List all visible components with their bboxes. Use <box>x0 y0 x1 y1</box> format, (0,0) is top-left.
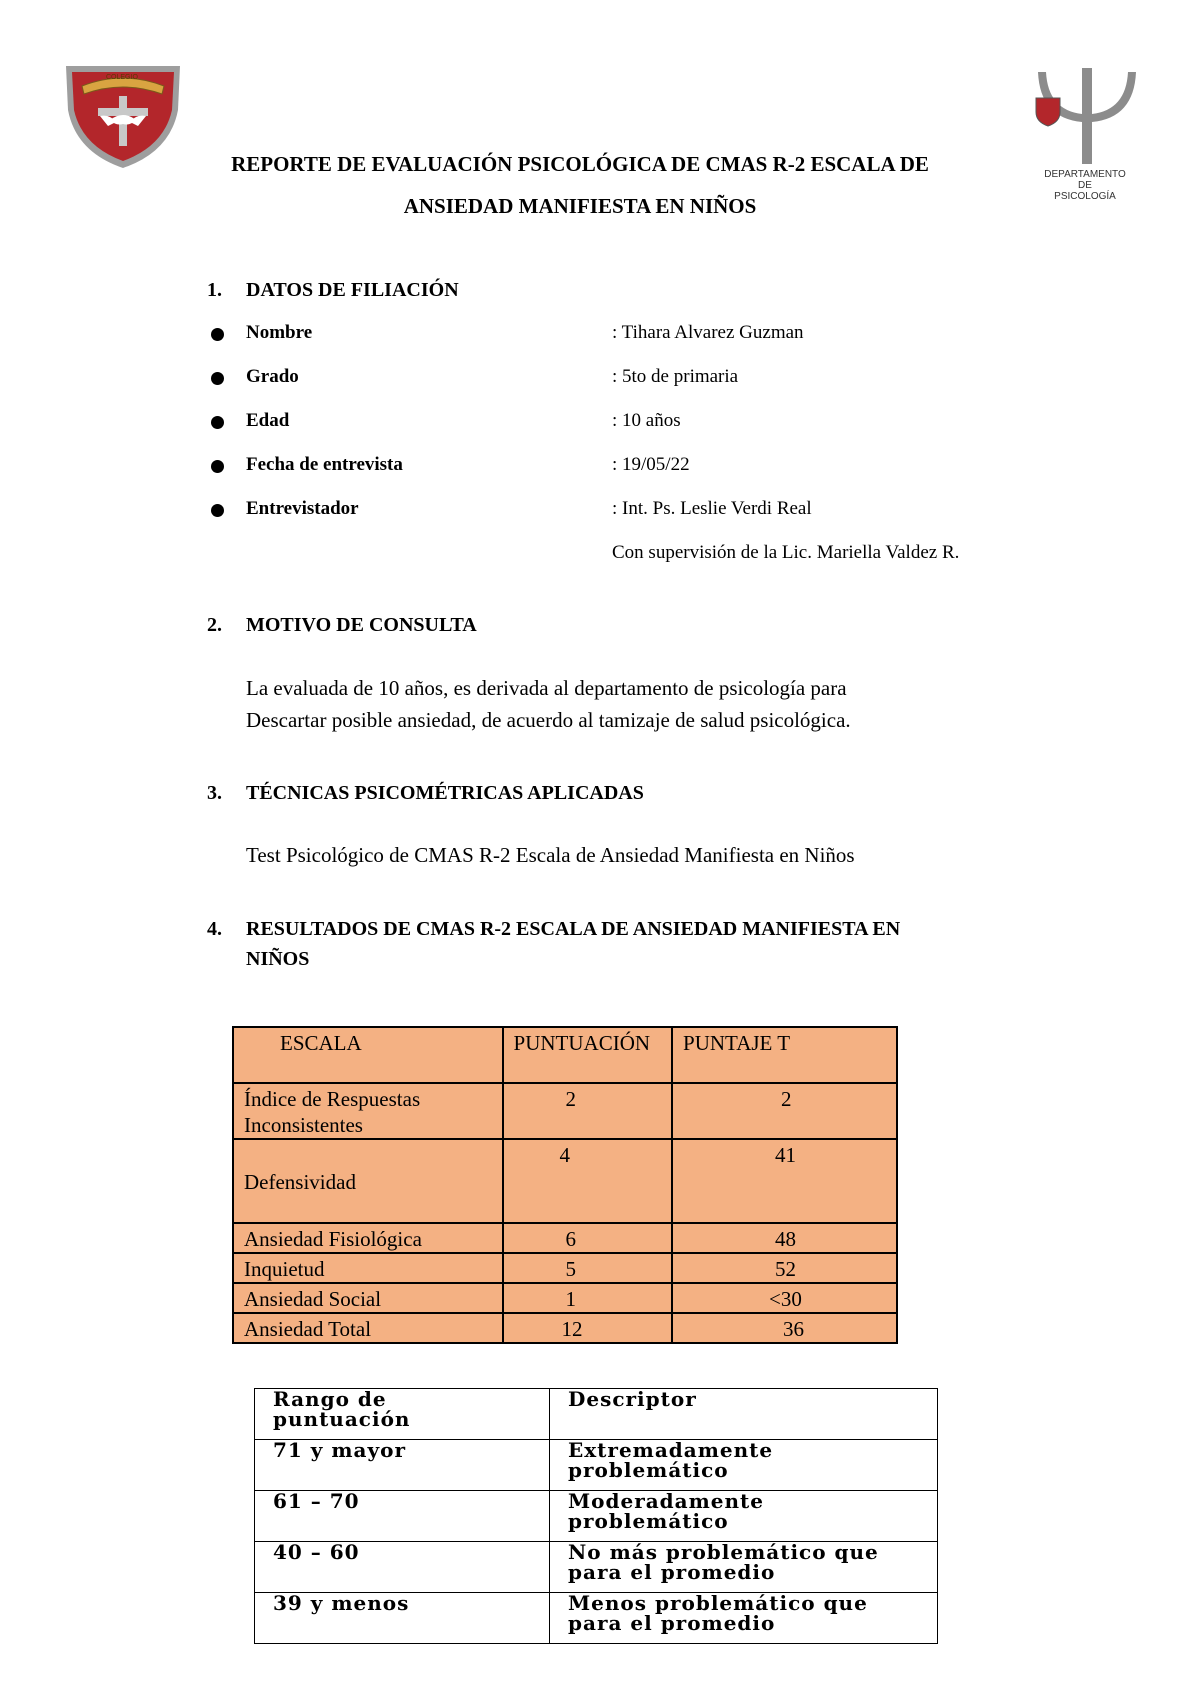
field-value-entrevistador: : Int. Ps. Leslie Verdi Real <box>612 498 812 519</box>
cell-rango: 39 y menos <box>255 1593 550 1644</box>
cell-puntaje-t: 36 <box>672 1313 897 1343</box>
cell-puntuacion: 4 <box>503 1139 673 1223</box>
field-label-edad: Edad <box>246 410 290 431</box>
section1-number: 1. <box>207 279 222 301</box>
section1-title: DATOS DE FILIACIÓN <box>246 279 459 301</box>
cell-puntuacion: 2 <box>503 1083 673 1139</box>
psychology-department-logo <box>1030 68 1140 208</box>
descriptor-header-row <box>255 1389 938 1440</box>
field-value-grado: : 5to de primaria <box>612 366 739 387</box>
header-puntuacion: PUNTUACIÓN <box>503 1027 673 1083</box>
field-label-nombre: Nombre <box>246 322 313 343</box>
cell-puntaje-t: 52 <box>672 1253 897 1283</box>
cell-puntaje-t: 41 <box>672 1139 897 1223</box>
section2-title: MOTIVO DE CONSULTA <box>246 614 477 636</box>
cell-puntaje-t: <30 <box>672 1283 897 1313</box>
header-puntaje-t: PUNTAJE T <box>672 1027 897 1083</box>
cell-escala: Ansiedad Total <box>233 1313 503 1343</box>
section3-number: 3. <box>207 782 222 804</box>
field-value-fecha: : 19/05/22 <box>612 454 690 475</box>
cell-rango: 71 y mayor <box>255 1440 550 1491</box>
cell-escala: Índice de Respuestas Inconsistentes <box>233 1083 503 1139</box>
field-label-grado: Grado <box>246 366 299 387</box>
cell-descriptor: Extremadamente problemático <box>550 1440 938 1491</box>
bullet-icon <box>211 504 224 517</box>
cell-escala: Defensividad <box>244 1170 356 1194</box>
cell-escala: Ansiedad Fisiológica <box>233 1223 503 1253</box>
cell-puntuacion: 6 <box>503 1223 673 1253</box>
psi-symbol-icon <box>1030 68 1140 164</box>
section4-title-line1: RESULTADOS DE CMAS R-2 ESCALA DE ANSIEDAD MANIFIESTA EN <box>246 918 901 940</box>
cell-rango: 61 – 70 <box>255 1491 550 1542</box>
table-row <box>233 1253 897 1283</box>
bullet-icon <box>211 460 224 473</box>
section2-text-line1: La evaluada de 10 años, es derivada al departamento de psicología para <box>246 676 847 700</box>
section3-title: TÉCNICAS PSICOMÉTRICAS APLICADAS <box>246 782 644 804</box>
descriptor-table <box>254 1388 938 1644</box>
section2-text-line2: Descartar posible ansiedad, de acuerdo al tamizaje de salud psicológica. <box>246 708 851 732</box>
field-label-fecha: Fecha de entrevista <box>246 454 403 475</box>
field-value-nombre: : Tihara Alvarez Guzman <box>612 322 804 343</box>
cell-puntaje-t: 48 <box>672 1223 897 1253</box>
cell-puntuacion: 5 <box>503 1253 673 1283</box>
cell-escala: Ansiedad Social <box>233 1283 503 1313</box>
section4-number: 4. <box>207 918 222 940</box>
logo-text-line3: PSICOLOGÍA <box>1054 191 1116 202</box>
header-escala: ESCALA <box>233 1027 503 1083</box>
table-row <box>233 1223 897 1253</box>
bullet-icon <box>211 416 224 429</box>
field-label-entrevistador: Entrevistador <box>246 498 359 519</box>
table-row <box>233 1313 897 1343</box>
table-row <box>233 1083 897 1139</box>
bullet-icon <box>211 328 224 341</box>
cell-descriptor: Menos problemático que para el promedio <box>550 1593 938 1644</box>
table-row <box>233 1283 897 1313</box>
cell-escala: Inquietud <box>233 1253 503 1283</box>
supervision-note: Con supervisión de la Lic. Mariella Valdez R. <box>612 542 960 563</box>
results-table <box>232 1026 898 1344</box>
bullet-icon <box>211 372 224 385</box>
table-header-row <box>233 1027 897 1083</box>
table-row <box>233 1139 897 1223</box>
cell-rango: 40 – 60 <box>255 1542 550 1593</box>
cell-puntuacion: 12 <box>503 1313 673 1343</box>
table-row <box>255 1593 938 1644</box>
table-row <box>255 1542 938 1593</box>
section4-title-line2: NIÑOS <box>246 948 310 970</box>
logo-text-line1: DEPARTAMENTO <box>1044 169 1126 180</box>
report-title-line2: ANSIEDAD MANIFIESTA EN NIÑOS <box>403 194 757 218</box>
cell-puntuacion: 1 <box>503 1283 673 1313</box>
header-descriptor: Descriptor <box>550 1389 938 1440</box>
table-row <box>255 1491 938 1542</box>
section3-text: Test Psicológico de CMAS R-2 Escala de Ansiedad Manifiesta en Niños <box>246 843 855 867</box>
table-row <box>255 1440 938 1491</box>
section2-number: 2. <box>207 614 222 636</box>
cell-descriptor: No más problemático que para el promedio <box>550 1542 938 1593</box>
field-value-edad: : 10 años <box>612 410 681 431</box>
logo-text-line2: DE <box>1078 180 1092 191</box>
school-shield-logo: COLEGIO <box>60 60 186 172</box>
header-rango: Rango de puntuación <box>255 1389 550 1440</box>
report-title-line1: REPORTE DE EVALUACIÓN PSICOLÓGICA DE CMAS R-2 ESCALA DE <box>231 152 929 176</box>
cell-puntaje-t: 2 <box>672 1083 897 1139</box>
cell-descriptor: Moderadamente problemático <box>550 1491 938 1542</box>
